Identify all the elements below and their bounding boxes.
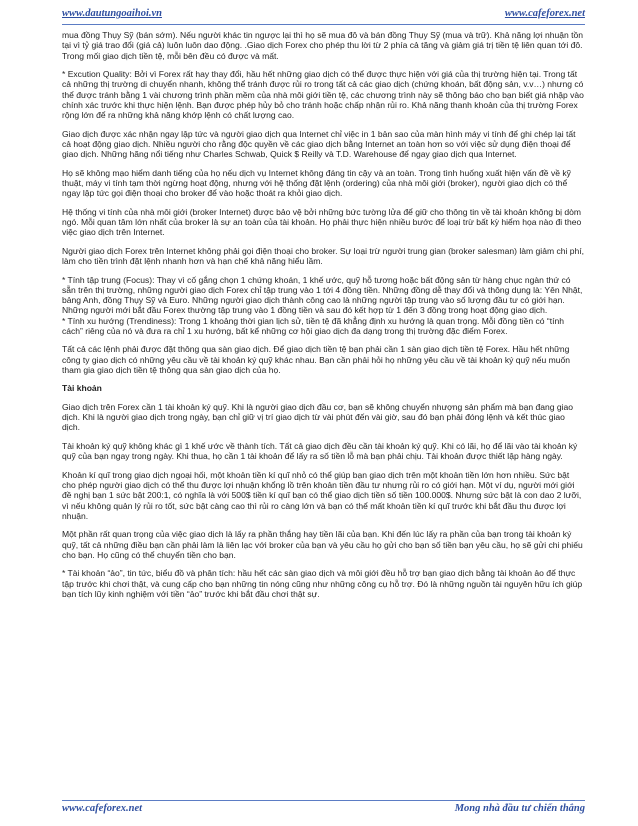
header-link-dautungoaihoi[interactable]: www.dautungoaihoi.vn: [62, 8, 162, 19]
paragraph-account-performance: Tài khoản ký quỹ không khác gì 1 khế ước về thành tích. Tất cả giao dịch đều cần tài khoản ký quỹ. Khi có lãi, họ để lãi vào tài khoản ký quỹ của bạn ngay trong ngày. Khi thua, họ cần 1 tài khoản để lấy ra số tiền lỗ mà bạn phải chịu. Tài khoản được thiết lập hàng ngày.: [62, 440, 578, 462]
paragraph-focus-trendiness: * Tính tập trung (Focus): Thay vì cố gắng chọn 1 chứng khoán, 1 khế ước, quỹ hỗ tương hoặc bất động sản từ hàng chục ngàn thứ có sẵn trên thị trường, những người giao dịch Forex chỉ tập trung vào 1 tới 4 đồng tiền. Những đồng dễ thay đổi và thông dụng là: Yên Nhật, bảng Anh, đồng Thụy Sỹ và Euro. Những người giao dịch thành công cao là những người tập trung vào số lượng đầu tư có giới hạn. Những người mới bắt đầu Forex thường tập trung vào 1 đồng tiền và sau đó kết hợp từ 1 đến 3 đồng trong hoạt động giao dịch. * Tính xu hướng (Trendiness): Trong 1 khoảng thời gian lịch sử, tiền tệ đã khẳng định xu hướng là quan trọng. Mỗi đồng tiền có “tính cách” riêng của nó và đưa ra chỉ 1 xu hướng, bất kể những cơ hội giao dịch đa dạng trong thị trường đặc điểm Forex.: [62, 274, 583, 336]
paragraph-execution-quality: * Excution Quality: Bởi vì Forex rất hay thay đổi, hầu hết những giao dịch có thể được thực hiện với giá của thị trường hiện tại. Trong tất cả những thị trường di chuyển nhanh, không thể tránh được rủi ro trong tất cả các giao dịch (chứng khoán, bất động sản, v.v…) nhưng có thể được tránh bằng 1 vài chương trình phần mềm của nhà môi giới tiền tệ, các chương trình này sẽ thông báo cho bạn biết giá nhập vào chính xác trước khi thực hiện lệnh. Bạn được phép hủy bỏ cho tránh hoặc chấp nhận rủi ro. Khả năng thanh khoản của thị trường Forex rộng lớn để ra những khả năng khớp lệnh có chất lượng cao.: [62, 69, 584, 121]
header-link-cafeforex[interactable]: www.cafeforex.net: [504, 8, 585, 19]
section-heading-account: Tài khoản: [62, 383, 102, 394]
paragraph-broker-reputation: Họ sẽ không mạo hiểm danh tiếng của họ nếu dịch vụ Internet không đáng tin cậy và an toàn. Trong tình huống xuất hiện vấn đề về kỹ thuật, máy vi tính tạm thời ngừng hoạt động, nhưng với hệ thống đặt lệnh (ordering) của nhà môi giới (broker), người giao dịch có thể ngay lập tức gọi điện thoại cho broker để vào hoặc thoát ra khỏi giao dịch.: [62, 167, 571, 199]
footer-divider: [62, 800, 585, 801]
paragraph-withdrawal: Một phần rất quan trọng của việc giao dịch là lấy ra phần thắng hay tiền lãi của bạn. Khi đến lúc lấy ra phần của bạn trong tài khoản ký quỹ, tất cả những điều bạn cần phải làm là liên lạc với broker của bạn và yêu cầu họ gửi cho bạn số tiền bạn yêu cầu, họ sẽ gửi chi phiếu cho bạn. Họ cũng có thể chuyển tiền cho bạn.: [62, 529, 583, 560]
page-header: [62, 8, 585, 22]
paragraph-firewall-security: Hệ thống vi tính của nhà môi giới (broker Internet) được bảo vệ bởi những bức tường lửa để giữ cho thông tin về tài khoản không bị dòm ngó. Mỗi quan tâm lớn nhất của broker là sự an toàn của tài khoản. Họ phải thực hiện nhiều bước để loại trừ bất kỳ hiểm họa nào đi theo việc giao dịch trên Internet.: [62, 206, 582, 238]
paragraph-leverage: Khoản kí quĩ trong giao dịch ngoại hối, một khoản tiền kí quĩ nhỏ có thể giúp bạn giao dịch trên một khoản tiền lớn hơn nhiều. Sức bật cho phép người giao dịch có thể thu được lợi nhuận khổng lồ trên khoản tiền đầu tư nhưng rủi ro có giới hạn. Một ví dụ, người mới giới đề nghị bạn 1 sức bật 200:1, có nghĩa là với 500$ tiền kí quĩ bạn có thể giao dịch tiền số tiền 100.000$. Nhưng sức bật là con dao 2 lưỡi, vì nếu không quản lý rủi ro tốt, sức bật càng cao thì rủi ro càng lớn và bạn có thể mất khoản tiền kí quĩ trước khi bắt đầu thu được lợi nhuận.: [62, 469, 582, 521]
paragraph-margin-account: Giao dịch trên Forex cần 1 tài khoản ký quỹ. Khi là người giao dịch đầu cơ, bạn sẽ không chuyển nhượng sản phẩm mà bạn đang giao dịch. Khi là người giao dịch trong ngày, bạn chỉ giữ vị trí giao dịch từ vài phút đến vài giờ, sau đó bạn phải đóng lệnh và kết thúc giao dịch.: [62, 401, 573, 433]
document-body: [62, 30, 585, 607]
header-divider: [62, 24, 585, 25]
paragraph-demo-account: * Tài khoản “ảo”, tin tức, biểu đồ và phân tích: hầu hết các sàn giao dịch và môi giới đều hỗ trợ bạn giao dịch bằng tài khoản ảo để thực tập trước khi chơi thật, và cung cấp cho bạn những tin nóng cũng như những công cụ hỗ trợ. Đó là những nguồn tài nguyên hữu ích giúp bạn tích lũy kinh nghiệm với tiền “ảo” trước khi bắt đầu chơi thật sự.: [62, 568, 583, 599]
paragraph-trade-confirmation: Giao dịch được xác nhận ngay lập tức và người giao dịch qua Internet chỉ việc in 1 bản sao của màn hình máy vi tính để ghi chép lại tất cả hoạt động giao dịch. Nhiều người cho rằng độc quyền về các giao dịch bằng Internet an toàn hơn so với việc sử dụng điện thoại để giao dịch. Những hãng nổi tiếng như Charles Schwab, Quick $ Reilly và T.D. Warehouse để ngay giao dịch qua Internet.: [62, 128, 576, 160]
paragraph-currency-trading: mua đồng Thụy Sỹ (bán sớm). Nếu người khác tin ngược lại thì họ sẽ mua đô và bán đồng Thụy Sỹ (mua và trữ). Khả năng lợi nhuận tồn tại vì tỷ giá trao đổi (giá cả) luôn luôn dao động. .Giao dịch Forex cho phép thu lời từ 2 phía cả tăng và giảm giá trị tiền tệ liên quan tới đô. Trong mối giao dịch tiền tệ, mỗi bên đều có được và mất.: [62, 30, 584, 61]
page-footer: [62, 803, 585, 817]
footer-link-cafeforex[interactable]: www.cafeforex.net: [62, 803, 143, 814]
paragraph-no-middleman: Người giao dịch Forex trên Internet không phải gọi điện thoại cho broker. Sự loại trừ người trung gian (broker salesman) làm giảm chi phí, làm cho tiền trình đặt lệnh nhanh hơn và hạn chế khả năng hiểu lầm.: [62, 245, 585, 266]
footer-slogan: Mong nhà đầu tư chiến thắng: [454, 803, 585, 814]
paragraph-exchange-orders: Tất cả các lệnh phải được đặt thông qua sàn giao dịch. Để giao dịch tiền tệ bạn phải cần 1 sàn giao dịch tiền tệ Forex. Hầu hết những công ty giao dịch có những yêu cầu về tài khoản ký quỹ khác nhau. Bạn cần phải hỏi họ những yêu cầu về tài khoản ký quỹ nếu muốn tham gia giao dịch tiền tệ thông qua sàn giao dịch của họ.: [62, 344, 570, 375]
